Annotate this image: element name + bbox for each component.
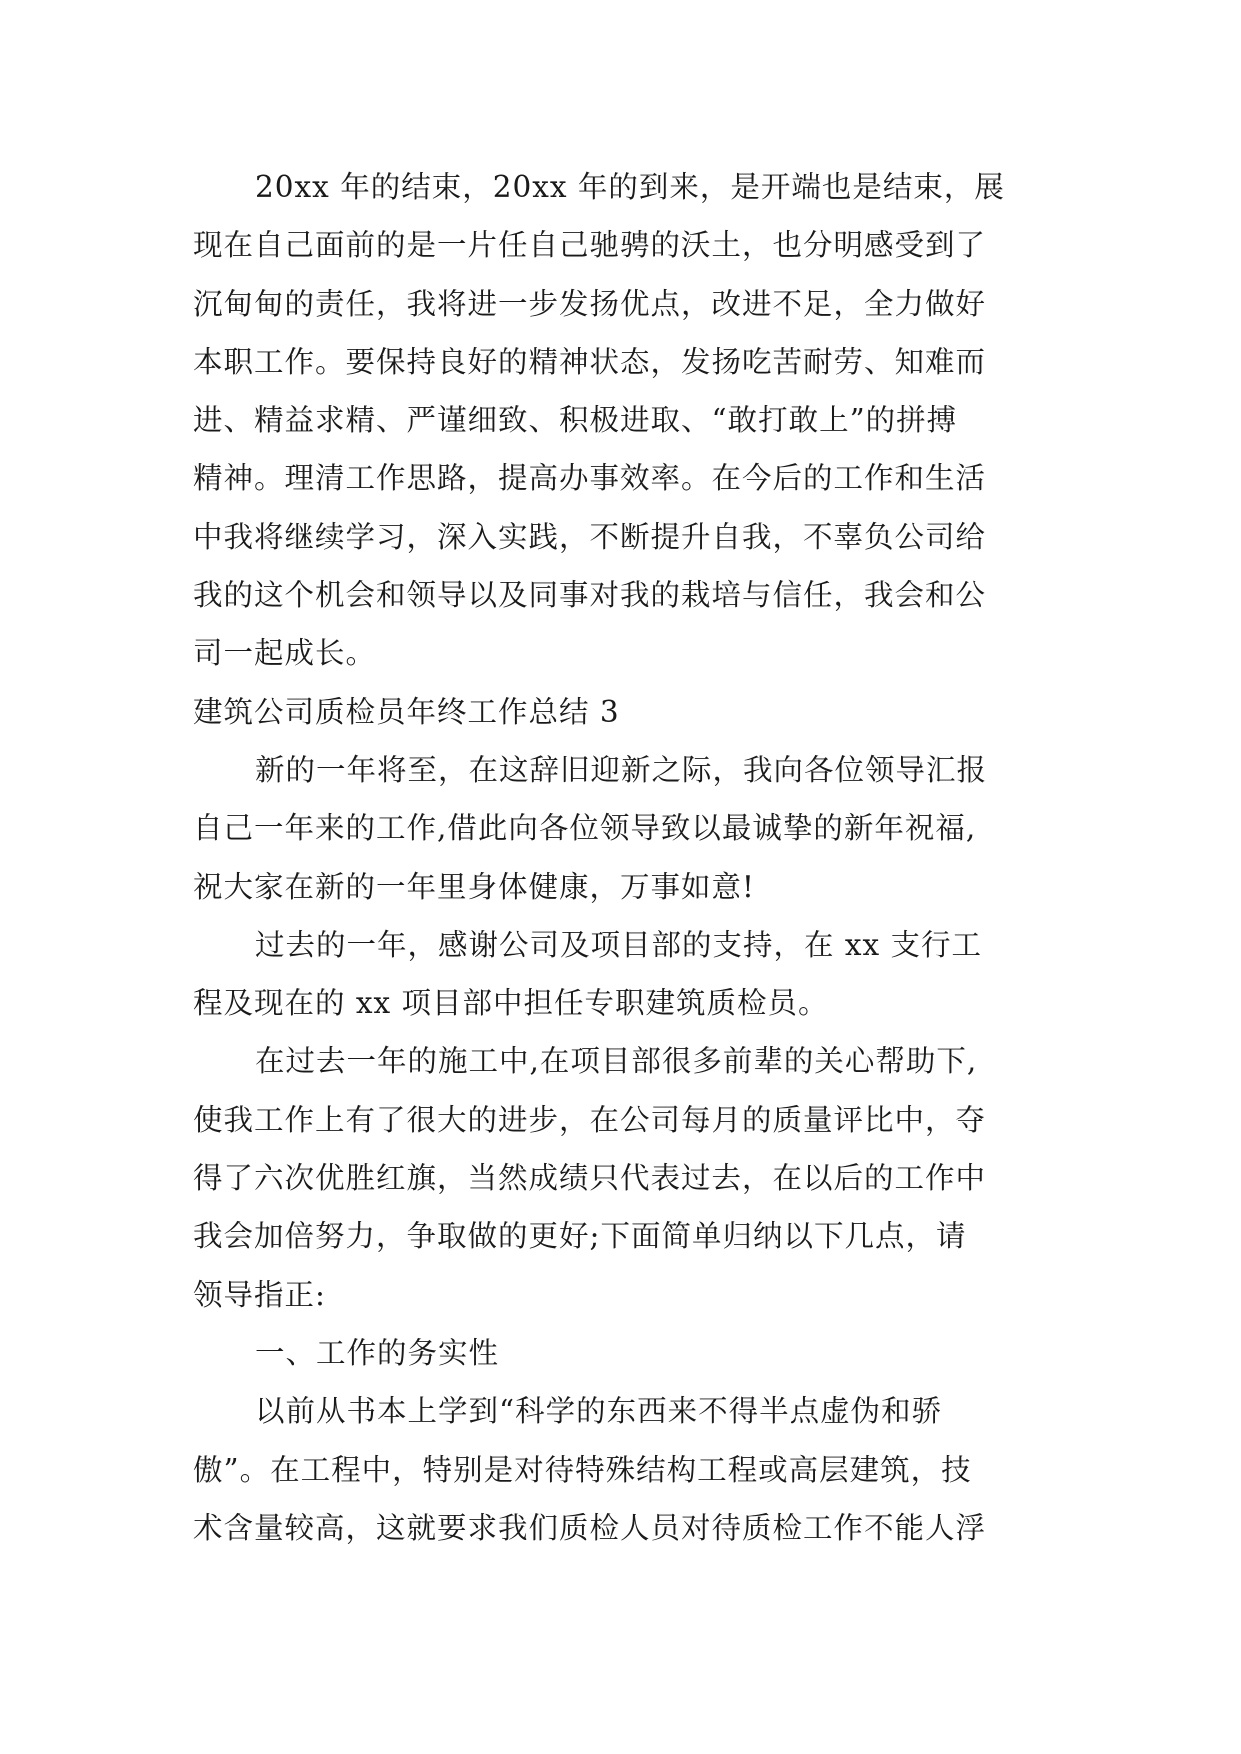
paragraph-line: 20xx 年的结束，20xx 年的到来，是开端也是结束，展 — [255, 170, 1005, 204]
paragraph-line: 自己一年来的工作,借此向各位领导致以最诚挚的新年祝福, — [193, 811, 977, 846]
section-heading: 建筑公司质检员年终工作总结 3 — [193, 694, 620, 729]
paragraph-line: 本职工作。要保持良好的精神状态，发扬吃苦耐劳、知难而 — [193, 344, 987, 379]
paragraph-line: 祝大家在新的一年里身体健康，万事如意! — [193, 869, 755, 904]
paragraph-line: 领导指正: — [193, 1277, 326, 1312]
paragraph-line: 术含量较高，这就要求我们质检人员对待质检工作不能人浮 — [193, 1510, 987, 1545]
paragraph-line: 在过去一年的施工中,在项目部很多前辈的关心帮助下, — [255, 1044, 978, 1079]
paragraph-line: 傲”。在工程中，特别是对待特殊结构工程或高层建筑，技 — [193, 1452, 972, 1487]
document-body — [193, 158, 1053, 1557]
paragraph-line: 我的这个机会和领导以及同事对我的栽培与信任，我会和公 — [193, 578, 987, 613]
paragraph-line: 我会加倍努力，争取做的更好;下面简单归纳以下几点，请 — [193, 1219, 967, 1254]
paragraph-line: 新的一年将至，在这辞旧迎新之际，我向各位领导汇报 — [255, 752, 988, 787]
paragraph-line: 精神。理清工作思路，提高办事效率。在今后的工作和生活 — [193, 461, 987, 496]
paragraph-line: 程及现在的 xx 项目部中担任专职建筑质检员。 — [193, 986, 829, 1021]
paragraph-line: 以前从书本上学到“科学的东西来不得半点虚伪和骄 — [255, 1394, 943, 1429]
paragraph-line: 得了六次优胜红旗，当然成绩只代表过去，在以后的工作中 — [193, 1161, 987, 1196]
subsection-heading: 一、工作的务实性 — [255, 1335, 500, 1370]
paragraph-line: 司一起成长。 — [193, 636, 377, 671]
paragraph-line: 沉甸甸的责任，我将进一步发扬优点，改进不足，全力做好 — [193, 286, 987, 321]
paragraph-line: 进、精益求精、严谨细致、积极进取、“敢打敢上”的拼搏 — [193, 403, 958, 438]
paragraph-line: 过去的一年，感谢公司及项目部的支持，在 xx 支行工 — [255, 927, 983, 962]
paragraph-line: 现在自己面前的是一片任自己驰骋的沃土，也分明感受到了 — [193, 228, 987, 263]
paragraph-line: 中我将继续学习，深入实践，不断提升自我，不辜负公司给 — [193, 519, 987, 554]
paragraph-line: 使我工作上有了很大的进步，在公司每月的质量评比中，夺 — [193, 1102, 987, 1137]
